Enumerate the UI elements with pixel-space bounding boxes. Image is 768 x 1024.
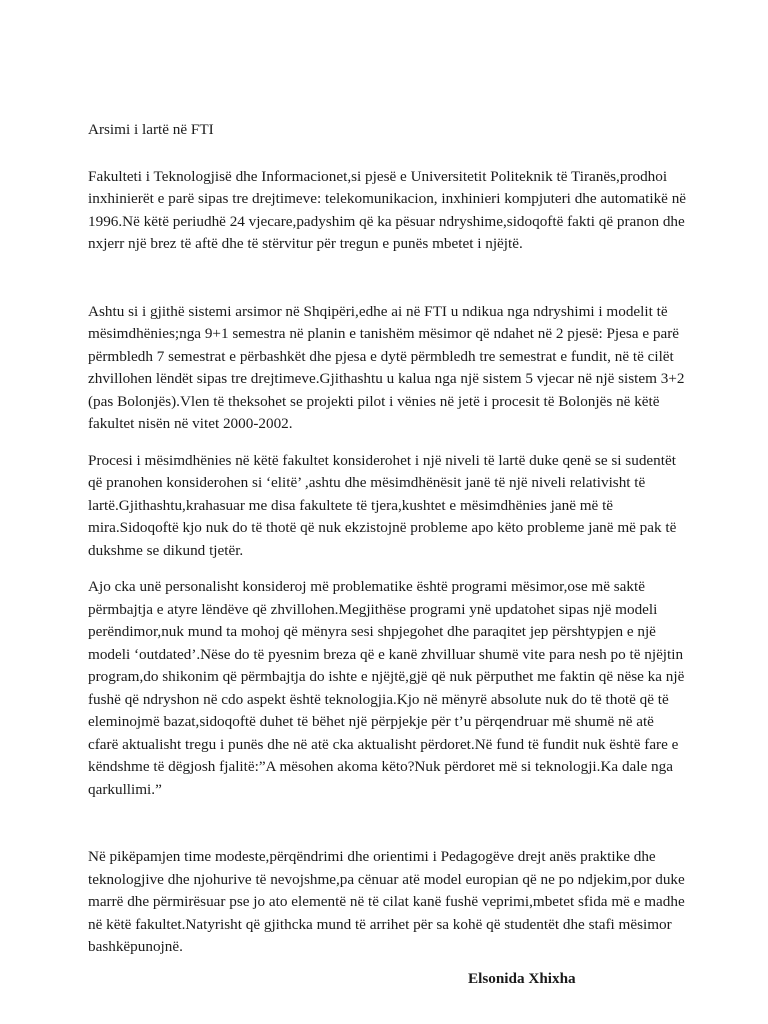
spacer bbox=[88, 801, 688, 846]
document-page bbox=[88, 119, 688, 990]
paragraph-teaching: Procesi i mësimdhënies në këtë fakultet konsiderohet i një niveli të lartë duke qenë se si sudentët që pranohen konsiderohen si ‘elitë’ ,ashtu dhe mësimdhënësit janë të një niveli relativisht të lartë.Gjithashtu,krahasuar me disa fakultete të tjera,kushtet e mësimdhënies janë më të mira.Sidoqoftë kjo nuk do të thotë që nuk ekzistojnë probleme apo këto probleme janë më pak të dukshme se dikund tjetër. bbox=[88, 451, 677, 559]
spacer bbox=[88, 562, 688, 576]
paragraph-conclusion: Në pikëpamjen time modeste,përqëndrimi dhe orientimi i Pedagogëve drejt anës praktike dhe teknologjive dhe njohurive të nevojshme,pa cënuar atë model europian që ne po ndjekim,por duke marrë dhe përmirësuar pse jo ato elementë në të cilat kanë fushë veprimi,mbetet sfida më e madhe në këtë fakultet.Natyrisht që gjithcka mund të arrihet për sa kohë që studentët dhe stafi mësimor bashkëpunojnë. bbox=[88, 848, 685, 955]
author-signature: Elsonida Xhixha bbox=[468, 969, 576, 987]
paragraph-curriculum: Ajo cka unë personalisht konsideroj më problematike është programi mësimor,ose më saktë përmbajtja e atyre lëndëve që zhvillohen.Megjithëse programi ynë updatohet sipas një modeli perëndimor,nuk mund ta mohoj që mënyra sesi shpjegohet dhe paraqitet jep përshtypjen e një modeli ‘outdated’.Nëse do të pyesnim breza që e kanë zhvilluar shumë vite para nesh po të njëjtin program,do shikonim që përmbajtja do ishte e njëjtë,gjë që nuk përputhet me faktin që nëse ka një fushë që ndryshon në cdo aspekt është teknologjia.Kjo në mënyrë absolute nuk do të thotë që të eleminojmë bazat,sidoqoftë duhet të bëhet një përpjekje për t’u përqendruar më shumë në atë cfarë aktualisht tregu i punës dhe në atë cka aktualisht përdoret.Në fund të fundit nuk është fare e këndshme të dëgjosh fjalitë:”A mësohen akoma këto?Nuk përdoret më si teknologji.Ka dale nga qarkullimi.” bbox=[88, 578, 685, 798]
spacer bbox=[88, 256, 688, 301]
spacer bbox=[88, 436, 688, 450]
document-title: Arsimi i lartë në FTI bbox=[88, 121, 214, 138]
paragraph-intro: Fakulteti i Teknologjisë dhe Informacionet,si pjesë e Universitetit Politeknik të Tiranës,prodhoi inxhinierët e parë sipas tre drejtimeve: telekomunikacion, inxhinieri kompjuteri dhe automatikë në 1996.Në këtë periudhë 24 vjecare,padyshim që ka pësuar ndryshime,sidoqoftë fakti që pranon dhe nxjerr një brez të aftë dhe të stërvitur për tregun e punës mbetet i njëjtë. bbox=[88, 167, 687, 252]
paragraph-bologna: Ashtu si i gjithë sistemi arsimor në Shqipëri,edhe ai në FTI u ndikua nga ndryshimi i modelit të mësimdhënies;nga 9+1 semestra në planin e tanishëm mësimor që ndahet në 2 pjesë: Pjesa e parë përmbledh 7 semestrat e përbashkët dhe pjesa e dytë përmbledh tre semestrat e fundit, në të cilët zhvillohen lëndët sipas tre drejtimeve.Gjithashtu u kalua nga një sistem 5 vjecar në një sistem 3+2 (pas Bolonjës).Vlen të theksohet se projekti pilot i vënies në jetë i procesit të Bolonjës në këtë fakultet nisën në vitet 2000-2002. bbox=[88, 302, 685, 432]
